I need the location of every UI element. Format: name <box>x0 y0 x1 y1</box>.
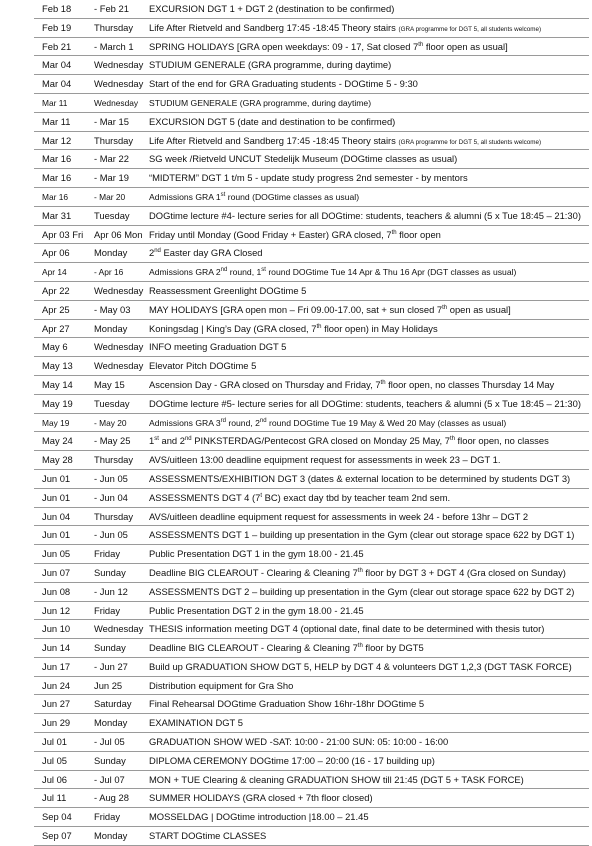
end-date-or-weekday: - March 1 <box>94 40 134 52</box>
ordinal-suffix: th <box>418 41 424 48</box>
schedule-row <box>34 338 589 357</box>
schedule-row <box>34 376 589 395</box>
schedule-row <box>34 75 589 94</box>
schedule-row <box>34 320 589 339</box>
start-date: Jul 06 <box>42 773 68 785</box>
event-description: Ascension Day - GRA closed on Thursday and Friday, 7th floor open, no classes Thursday 14 May <box>149 378 555 390</box>
event-description: EXCURSION DGT 1 + DGT 2 (destination to be confirmed) <box>149 3 395 14</box>
end-date-or-weekday: Thursday <box>94 21 134 33</box>
start-date: Jun 17 <box>42 660 71 672</box>
end-date-or-weekday: - Jul 05 <box>94 736 125 748</box>
event-description: MAY HOLIDAYS [GRA open mon – Fri 09.00-17.00, sat + sun closed 7th open as usual] <box>149 303 511 315</box>
schedule-row <box>34 357 589 376</box>
end-date-or-weekday: Wednesday <box>94 284 144 296</box>
ordinal-suffix: nd <box>154 248 161 255</box>
start-date: Jul 11 <box>42 792 67 804</box>
event-description: THESIS information meeting DGT 4 (optional date, final date to be determined with thesis tutor) <box>149 623 545 635</box>
schedule-row <box>34 414 589 433</box>
event-description: Distribution equipment for Gra Sho <box>149 679 294 691</box>
start-date: Apr 14 <box>42 267 67 278</box>
ordinal-suffix: th <box>357 567 363 574</box>
schedule-row <box>34 695 589 714</box>
event-description: EXAMINATION DGT 5 <box>149 717 243 729</box>
event-description: Friday until Monday (Good Friday + Easter) GRA closed, 7th floor open <box>149 228 441 240</box>
schedule-row <box>34 602 589 621</box>
event-description: EXCURSION DGT 5 (date and destination to be confirmed) <box>149 115 396 127</box>
end-date-or-weekday: Thursday <box>94 134 134 146</box>
ordinal-suffix: st <box>261 267 266 274</box>
end-date-or-weekday: Sunday <box>94 566 126 578</box>
event-description: SPRING HOLIDAYS [GRA open weekdays: 09 - 17, Sat closed 7th floor open as usual] <box>149 40 508 52</box>
event-description: DIPLOMA CEREMONY DOGtime 17:00 – 20:00 (16 - 17 building up) <box>149 754 435 766</box>
end-date-or-weekday: Monday <box>94 717 128 729</box>
start-date: Jun 01 <box>42 491 71 503</box>
event-description: ASSESSMENTS DGT 4 (7$^t$ BC) exact day tbd by teacher team 2nd sem. <box>149 491 451 503</box>
event-description: Public Presentation DGT 2 in the gym 18.00 - 21.45 <box>149 604 364 616</box>
end-date-or-weekday: Wednesday <box>94 78 144 90</box>
schedule-row <box>34 771 589 790</box>
end-date-or-weekday: - Aug 28 <box>94 792 129 804</box>
start-date: Apr 03 Fri <box>42 228 84 240</box>
end-date-or-weekday: Friday <box>94 811 121 823</box>
end-date-or-weekday: May 15 <box>94 378 125 390</box>
end-date-or-weekday: - Mar 20 <box>94 191 126 202</box>
schedule-row <box>34 56 589 75</box>
event-description: 2nd Easter day GRA Closed <box>149 247 263 259</box>
end-date-or-weekday: - May 03 <box>94 303 131 315</box>
end-date-or-weekday: Wednesday <box>94 360 144 372</box>
start-date: Mar 04 <box>42 78 72 90</box>
event-description: MON + TUE Clearing & cleaning GRADUATION SHOW till 21:45 (DGT 5 + TASK FORCE) <box>149 773 524 785</box>
schedule-row <box>34 489 589 508</box>
start-date: Apr 06 <box>42 247 70 259</box>
start-date: Sep 04 <box>42 811 72 823</box>
schedule-row <box>34 301 589 320</box>
ordinal-suffix: rd <box>220 417 226 424</box>
event-note: (GRA programme for DGT 5, all students welcome) <box>398 25 542 33</box>
ordinal-suffix: th <box>380 379 386 386</box>
start-date: Mar 16 <box>42 172 72 184</box>
event-description: Deadline BIG CLEAROUT - Clearing & Cleaning 7th floor by DGT5 <box>149 642 424 654</box>
end-date-or-weekday: Wednesday <box>94 341 144 353</box>
schedule-row <box>34 620 589 639</box>
start-date: May 19 <box>42 417 70 428</box>
start-date: Apr 27 <box>42 322 70 334</box>
end-date-or-weekday: Wednesday <box>94 623 144 635</box>
end-date-or-weekday: Thursday <box>94 454 134 466</box>
end-date-or-weekday: Friday <box>94 604 121 616</box>
event-description: Start of the end for GRA Graduating students - DOGtime 5 - 9:30 <box>149 78 418 90</box>
schedule-row <box>34 282 589 301</box>
start-date: Mar 11 <box>42 97 68 108</box>
schedule-row <box>34 263 589 282</box>
ordinal-suffix: st <box>154 436 159 443</box>
end-date-or-weekday: - Mar 19 <box>94 172 129 184</box>
event-description: STUDIUM GENERALE (GRA programme, during daytime) <box>149 97 372 108</box>
event-description: Reassessment Greenlight DOGtime 5 <box>149 284 307 296</box>
schedule-row <box>34 470 589 489</box>
start-date: Jun 24 <box>42 679 71 691</box>
event-description: AVS/uitleen 13:00 deadline equipment request for assessments in week 23 – DGT 1. <box>149 454 501 466</box>
start-date: Mar 31 <box>42 209 72 221</box>
schedule-row <box>34 808 589 827</box>
event-description: DOGtime lecture #5- lecture series for all DOGtime: students, teachers & alumni (5 x Tue 18:45 – 21:30) <box>149 397 581 409</box>
start-date: May 13 <box>42 360 73 372</box>
start-date: Feb 19 <box>42 21 72 33</box>
event-description: Admissions GRA 2nd round, 1st round DOGtime Tue 14 Apr & Thu 16 Apr (DGT classes as usual) <box>149 267 517 278</box>
ordinal-suffix: th <box>442 304 448 311</box>
end-date-or-weekday: Sunday <box>94 642 126 654</box>
end-date-or-weekday: Wednesday <box>94 59 144 71</box>
schedule-row <box>34 132 589 151</box>
end-date-or-weekday: - Mar 22 <box>94 153 129 165</box>
end-date-or-weekday: - Jun 05 <box>94 529 128 541</box>
event-note: (GRA programme for DGT 5, all students welcome) <box>398 138 542 146</box>
event-description: START DOGtime CLASSES <box>149 830 267 842</box>
schedule-row <box>34 395 589 414</box>
schedule-row <box>34 564 589 583</box>
schedule-row <box>34 226 589 245</box>
end-date-or-weekday: - Mar 15 <box>94 115 129 127</box>
event-description: Life After Rietveld and Sandberg 17:45 -18:45 Theory stairs (GRA programme for DGT 5, all students welcome) <box>149 21 542 33</box>
schedule-row <box>34 733 589 752</box>
end-date-or-weekday: - Jun 27 <box>94 660 128 672</box>
schedule-table <box>34 0 589 846</box>
start-date: Apr 25 <box>42 303 70 315</box>
end-date-or-weekday: Monday <box>94 322 128 334</box>
start-date: May 24 <box>42 435 73 447</box>
end-date-or-weekday: Thursday <box>94 510 134 522</box>
event-description: AVS/uitleen deadline equipment request for assessments in week 24 - before 13hr – DGT 2 <box>149 510 529 522</box>
event-description: SUMMER HOLIDAYS (GRA closed + 7th floor closed) <box>149 792 373 804</box>
event-description: ASSESSMENTS/EXHIBITION DGT 3 (dates & external location to be determined by students DGT 3) <box>149 472 571 484</box>
schedule-row <box>34 169 589 188</box>
end-date-or-weekday: Saturday <box>94 698 132 710</box>
schedule-row <box>34 658 589 677</box>
end-date-or-weekday: - Jul 07 <box>94 773 125 785</box>
start-date: Jun 10 <box>42 623 71 635</box>
ordinal-suffix: nd <box>220 267 228 274</box>
start-date: Sep 07 <box>42 830 72 842</box>
schedule-row <box>34 677 589 696</box>
schedule-row <box>34 545 589 564</box>
start-date: Mar 16 <box>42 153 72 165</box>
start-date: May 28 <box>42 454 73 466</box>
event-description: INFO meeting Graduation DGT 5 <box>149 341 287 353</box>
schedule-row <box>34 639 589 658</box>
schedule-row <box>34 451 589 470</box>
event-description: “MIDTERM” DGT 1 t/m 5 - update study progress 2nd semester - by mentors <box>149 172 468 184</box>
schedule-row <box>34 508 589 527</box>
ordinal-suffix: nd <box>259 417 267 424</box>
end-date-or-weekday: Tuesday <box>94 209 130 221</box>
event-description: STUDIUM GENERALE (GRA programme, during daytime) <box>149 59 392 71</box>
event-description: SG week /Rietveld UNCUT Stedelijk Museum (DOGtime classes as usual) <box>149 153 458 165</box>
end-date-or-weekday: Friday <box>94 548 121 560</box>
schedule-row <box>34 714 589 733</box>
start-date: Jul 05 <box>42 754 68 766</box>
event-description: Admissions GRA 1st round (DOGtime classes as usual) <box>149 191 360 202</box>
event-description: MOSSELDAG | DOGtime introduction |18.00 – 21.45 <box>149 811 369 823</box>
event-description: Elevator Pitch DOGtime 5 <box>149 360 257 372</box>
start-date: Mar 12 <box>42 134 72 146</box>
end-date-or-weekday: - Jun 12 <box>94 585 128 597</box>
event-description: Final Rehearsal DOGtime Graduation Show 16hr-18hr DOGtime 5 <box>149 698 425 710</box>
start-date: Feb 21 <box>42 40 72 52</box>
ordinal-suffix: st <box>220 192 226 199</box>
start-date: Jun 01 <box>42 472 71 484</box>
start-date: Jun 04 <box>42 510 71 522</box>
schedule-row <box>34 752 589 771</box>
ordinal-suffix: th <box>316 323 322 330</box>
end-date-or-weekday: Wednesday <box>94 97 139 108</box>
start-date: Jun 05 <box>42 548 71 560</box>
event-description: DOGtime lecture #4- lecture series for all DOGtime: students, teachers & alumni (5 x Tue 18:45 – 21:30) <box>149 209 581 221</box>
schedule-row <box>34 827 589 846</box>
event-description: Admissions GRA 3rd round, 2nd round DOGtime Tue 19 May & Wed 20 May (classes as usual) <box>149 417 507 428</box>
start-date: Jun 08 <box>42 585 71 597</box>
start-date: Jun 01 <box>42 529 71 541</box>
start-date: Apr 22 <box>42 284 70 296</box>
end-date-or-weekday: Monday <box>94 830 128 842</box>
start-date: Mar 16 <box>42 191 69 202</box>
end-date-or-weekday: - May 25 <box>94 435 131 447</box>
schedule-row <box>34 113 589 132</box>
schedule-row <box>34 188 589 207</box>
event-description: ASSESSMENTS DGT 1 – building up presentation in the Gym (clear out storage space 622 by DGT 1) <box>149 529 575 541</box>
schedule-row <box>34 583 589 602</box>
schedule-row <box>34 789 589 808</box>
ordinal-suffix: th <box>391 229 397 236</box>
ordinal-suffix: th <box>449 436 455 443</box>
end-date-or-weekday: - Apr 16 <box>94 267 124 278</box>
event-description: Public Presentation DGT 1 in the gym 18.00 - 21.45 <box>149 548 364 560</box>
event-description: ASSESSMENTS DGT 2 – building up presentation in the Gym (clear out storage space 622 by DGT 2) <box>149 585 575 597</box>
end-date-or-weekday: Sunday <box>94 754 126 766</box>
end-date-or-weekday: Jun 25 <box>94 679 123 691</box>
schedule-row <box>34 0 589 19</box>
end-date-or-weekday: - Jun 05 <box>94 472 128 484</box>
end-date-or-weekday: Monday <box>94 247 128 259</box>
schedule-row <box>34 432 589 451</box>
schedule-row <box>34 38 589 57</box>
schedule-row <box>34 207 589 226</box>
end-date-or-weekday: - Feb 21 <box>94 3 129 14</box>
end-date-or-weekday: Apr 06 Mon <box>94 228 143 240</box>
start-date: Jun 29 <box>42 717 71 729</box>
end-date-or-weekday: - Jun 04 <box>94 491 128 503</box>
start-date: Jun 14 <box>42 642 71 654</box>
start-date: Feb 18 <box>42 3 72 14</box>
start-date: May 14 <box>42 378 73 390</box>
schedule-row <box>34 244 589 263</box>
ordinal-suffix: th <box>357 642 363 649</box>
start-date: Jun 12 <box>42 604 71 616</box>
event-description: 1st and 2nd PINKSTERDAG/Pentecost GRA closed on Monday 25 May, 7th floor open, no classes <box>149 435 549 447</box>
schedule-row <box>34 150 589 169</box>
start-date: May 6 <box>42 341 68 353</box>
event-description: Deadline BIG CLEAROUT - Clearing & Cleaning 7th floor by DGT 3 + DGT 4 (Gra closed on Sunday) <box>149 566 566 578</box>
event-description: GRADUATION SHOW WED -SAT: 10:00 - 21:00 SUN: 05: 10:00 - 16:00 <box>149 736 449 748</box>
event-description: Life After Rietveld and Sandberg 17:45 -18:45 Theory stairs (GRA programme for DGT 5, all students welcome) <box>149 134 542 146</box>
end-date-or-weekday: Tuesday <box>94 397 130 409</box>
ordinal-suffix: t <box>260 492 262 499</box>
start-date: May 19 <box>42 397 73 409</box>
schedule-row <box>34 94 589 113</box>
event-description: Build up GRADUATION SHOW DGT 5, HELP by DGT 4 & volunteers DGT 1,2,3 (DGT TASK FORCE) <box>149 660 572 672</box>
start-date: Jun 07 <box>42 566 71 578</box>
start-date: Mar 11 <box>42 115 71 127</box>
start-date: Mar 04 <box>42 59 72 71</box>
event-description: Koningsdag | King’s Day (GRA closed, 7th floor open) in May Holidays <box>149 322 438 334</box>
schedule-row <box>34 19 589 38</box>
ordinal-suffix: nd <box>184 436 192 443</box>
end-date-or-weekday: - May 20 <box>94 417 127 428</box>
schedule-row <box>34 526 589 545</box>
start-date: Jun 27 <box>42 698 71 710</box>
start-date: Jul 01 <box>42 736 68 748</box>
